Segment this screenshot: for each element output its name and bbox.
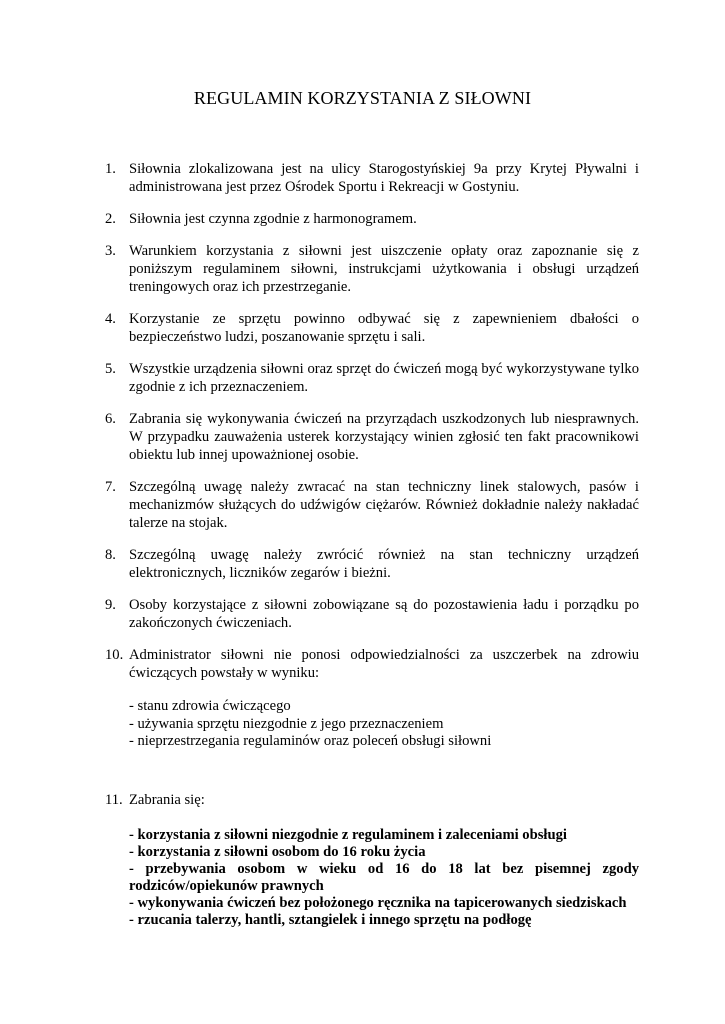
rule-item — [105, 646, 639, 751]
prohibited-item: - rzucania talerzy, hantli, sztangielek i innego sprzętu na podłogę — [129, 911, 532, 928]
rule-text: Siłownia jest czynna zgodnie z harmonogramem. — [129, 211, 417, 227]
prohibited-item: - korzystania z siłowni osobom do 16 roku życia — [129, 843, 426, 860]
page-title: REGULAMIN KORZYSTANIA Z SIŁOWNI — [193, 88, 532, 108]
rule-number: 5. — [105, 361, 116, 377]
prohibited-item: - wykonywania ćwiczeń bez położonego ręcznika na tapicerowanych siedziskach — [129, 894, 627, 911]
rule-sublist — [129, 698, 639, 751]
rule-text: Szczególną uwagę należy zwrócić również na stan techniczny urządzeń elektronicznych, liczników zegarów i bieżni. — [129, 547, 639, 581]
prohibited-item: - przebywania osobom w wieku od 16 do 18 lat bez pisemnej zgody rodziców/opiekunów prawnych — [129, 860, 639, 894]
rules-list — [105, 160, 639, 943]
rule-number: 4. — [105, 311, 116, 327]
rule-number: 6. — [105, 411, 116, 427]
rule-number: 7. — [105, 479, 116, 495]
rule-text: Zabrania się wykonywania ćwiczeń na przyrządach uszkodzonych lub niesprawnych. W przypadku zauważenia usterek korzystający winien zgłosić ten fakt pracownikowi obiektu lub innej upoważnionej osobie. — [129, 411, 639, 463]
rule-item — [105, 546, 639, 582]
sublist-item: - używania sprzętu niezgodnie z jego przeznaczeniem — [129, 715, 444, 732]
rule-item — [105, 596, 639, 632]
rule-item — [105, 410, 639, 464]
rule-number: 1. — [105, 161, 116, 177]
rule-item — [105, 160, 639, 196]
rule-item — [105, 210, 639, 228]
rule-number: 8. — [105, 547, 116, 563]
prohibited-list — [129, 827, 639, 929]
rule-text: Wszystkie urządzenia siłowni oraz sprzęt do ćwiczeń mogą być wykorzystywane tylko zgodnie z ich przeznaczeniem. — [129, 361, 639, 395]
rule-item — [105, 360, 639, 396]
rule-text: Warunkiem korzystania z siłowni jest uiszczenie opłaty oraz zapoznanie się z poniższym regulaminem siłowni, instrukcjami użytkowania i obsługi urządzeń treningowych oraz ich przestrzeganie. — [129, 243, 639, 295]
sublist-item: - stanu zdrowia ćwiczącego — [129, 698, 291, 714]
rule-text: Administrator siłowni nie ponosi odpowiedzialności za uszczerbek na zdrowiu ćwiczących powstały w wyniku: — [129, 647, 639, 681]
rule-number: 3. — [105, 243, 116, 259]
rule-text: Siłownia zlokalizowana jest na ulicy Starogostyńskiej 9a przy Krytej Pływalni i administrowana jest przez Ośrodek Sportu i Rekreacji w Gostyniu. — [129, 161, 639, 195]
rule-item — [105, 791, 639, 929]
rule-item — [105, 310, 639, 346]
prohibited-item: - korzystania z siłowni niezgodnie z regulaminem i zaleceniami obsługi — [129, 826, 567, 843]
rule-text: Zabrania się: — [129, 791, 205, 808]
rule-number: 10. — [105, 647, 124, 663]
rule-number: 11. — [105, 791, 123, 808]
sublist-item: - nieprzestrzegania regulaminów oraz poleceń obsługi siłowni — [129, 733, 492, 749]
rule-item — [105, 242, 639, 296]
rule-text: Korzystanie ze sprzętu powinno odbywać się z zapewnieniem dbałości o bezpieczeństwo ludzi, poszanowanie sprzętu i sali. — [129, 311, 639, 345]
rule-item — [105, 478, 639, 532]
rule-text: Osoby korzystające z siłowni zobowiązane są do pozostawienia ładu i porządku po zakończonych ćwiczeniach. — [129, 597, 639, 631]
rule-number: 2. — [105, 211, 116, 227]
rule-text: Szczególną uwagę należy zwracać na stan techniczny linek stalowych, pasów i mechanizmów służących do udźwigów ciężarów. Również dokładnie należy nakładać talerze na stojak. — [129, 479, 639, 531]
rule-number: 9. — [105, 597, 116, 613]
